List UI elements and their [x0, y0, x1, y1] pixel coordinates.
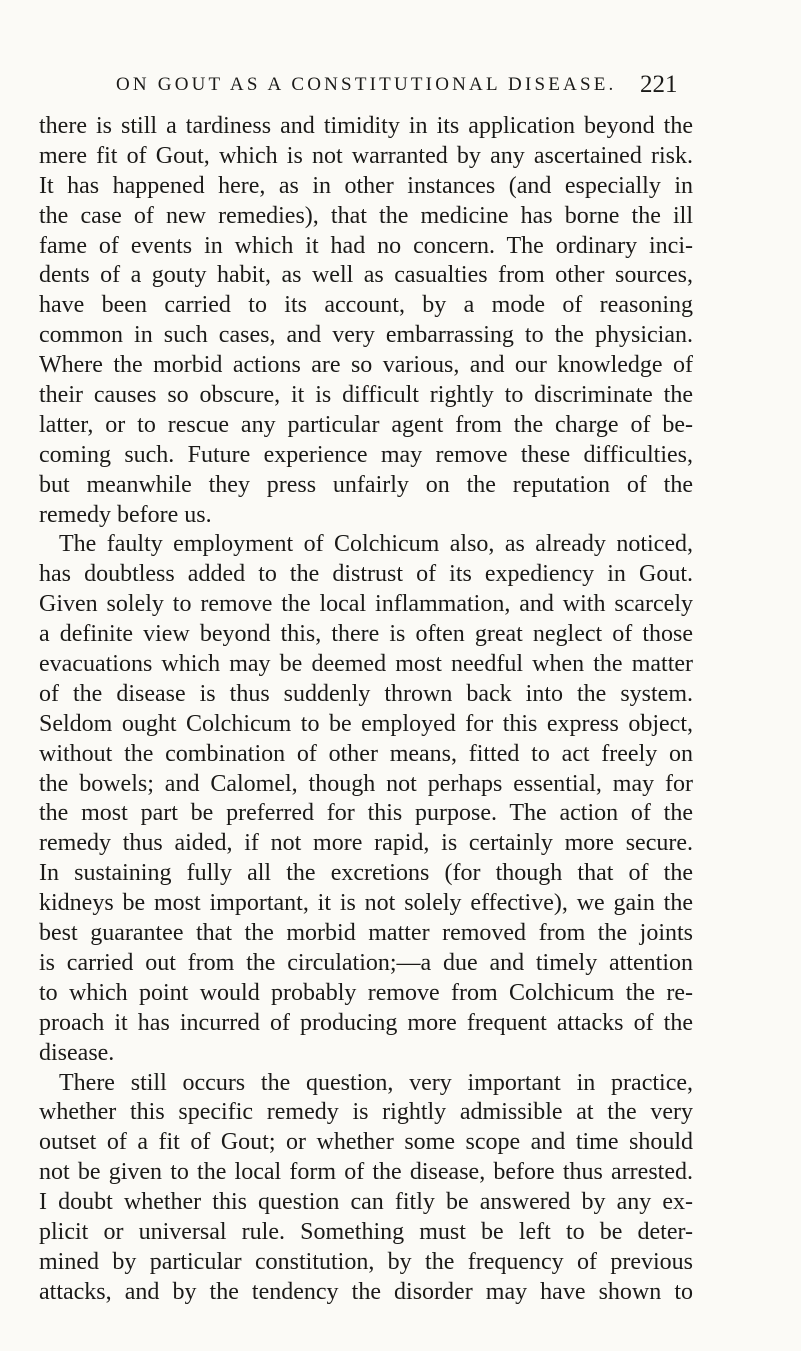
text-line: I doubt whether this question can fitly be answered by any ex- [39, 1189, 693, 1216]
text-line: dents of a gouty habit, as well as casualties from other sources, [39, 262, 693, 289]
text-line: has doubtless added to the distrust of its expediency in Gout. [39, 561, 693, 588]
text-line: plicit or universal rule. Something must be left to be deter- [39, 1218, 693, 1245]
text-line: disease. [39, 1039, 115, 1066]
page-number: 221 [640, 71, 678, 98]
paragraph-first-line: The faulty employment of Colchicum also, as already noticed, [59, 531, 693, 558]
running-head [0, 71, 801, 104]
text-line: Seldom ought Colchicum to be employed for this express object, [39, 710, 693, 737]
paragraph-first-line: There still occurs the question, very important in practice, [59, 1069, 693, 1096]
text-line: the bowels; and Calomel, though not perhaps essential, may for [39, 770, 693, 797]
text-line: the most part be preferred for this purpose. The action of the [39, 800, 693, 827]
text-line: In sustaining fully all the excretions (for though that of the [39, 860, 693, 887]
text-line: proach it has incurred of producing more frequent attacks of the [39, 1009, 693, 1036]
text-line: of the disease is thus suddenly thrown back into the system. [39, 680, 693, 707]
text-line: best guarantee that the morbid matter removed from the joints [39, 920, 693, 947]
text-line: latter, or to rescue any particular agent from the charge of be- [39, 411, 693, 438]
text-line: whether this specific remedy is rightly admissible at the very [39, 1099, 693, 1126]
text-line: without the combination of other means, fitted to act freely on [39, 740, 693, 767]
text-line: evacuations which may be deemed most needful when the matter [39, 651, 693, 678]
text-line: the case of new remedies), that the medicine has borne the ill [39, 202, 693, 229]
text-line: have been carried to its account, by a mode of reasoning [39, 292, 693, 319]
text-line: not be given to the local form of the disease, before thus arrested. [39, 1159, 693, 1186]
text-line: mere fit of Gout, which is not warranted by any ascertained risk. [39, 142, 693, 169]
text-line: It has happened here, as in other instances (and especially in [39, 172, 693, 199]
body-text [39, 112, 693, 1308]
text-line: common in such cases, and very embarrassing to the physician. [39, 322, 693, 349]
text-line: to which point would probably remove from Colchicum the re- [39, 979, 693, 1006]
text-line: attacks, and by the tendency the disorder may have shown to [39, 1278, 693, 1305]
text-line: kidneys be most important, it is not solely effective), we gain the [39, 890, 693, 917]
text-line: outset of a fit of Gout; or whether some scope and time should [39, 1129, 693, 1156]
text-line: fame of events in which it had no concern. The ordinary inci- [39, 232, 693, 259]
text-line: but meanwhile they press unfairly on the reputation of the [39, 471, 693, 498]
text-line: their causes so obscure, it is difficult rightly to discriminate the [39, 382, 693, 409]
text-line: remedy thus aided, if not more rapid, is certainly more secure. [39, 830, 693, 857]
text-line: remedy before us. [39, 501, 212, 528]
text-line: is carried out from the circulation;—a due and timely attention [39, 949, 693, 976]
text-line: mined by particular constitution, by the frequency of previous [39, 1248, 693, 1275]
text-line: Where the morbid actions are so various, and our knowledge of [39, 352, 693, 379]
text-line: Given solely to remove the local inflammation, and with scarcely [39, 591, 693, 618]
text-line: coming such. Future experience may remove these difficulties, [39, 441, 693, 468]
text-line: there is still a tardiness and timidity in its application beyond the [39, 113, 693, 139]
running-title: ON GOUT AS A CONSTITUTIONAL DISEASE. [116, 74, 617, 95]
text-line: a definite view beyond this, there is often great neglect of those [39, 621, 693, 648]
